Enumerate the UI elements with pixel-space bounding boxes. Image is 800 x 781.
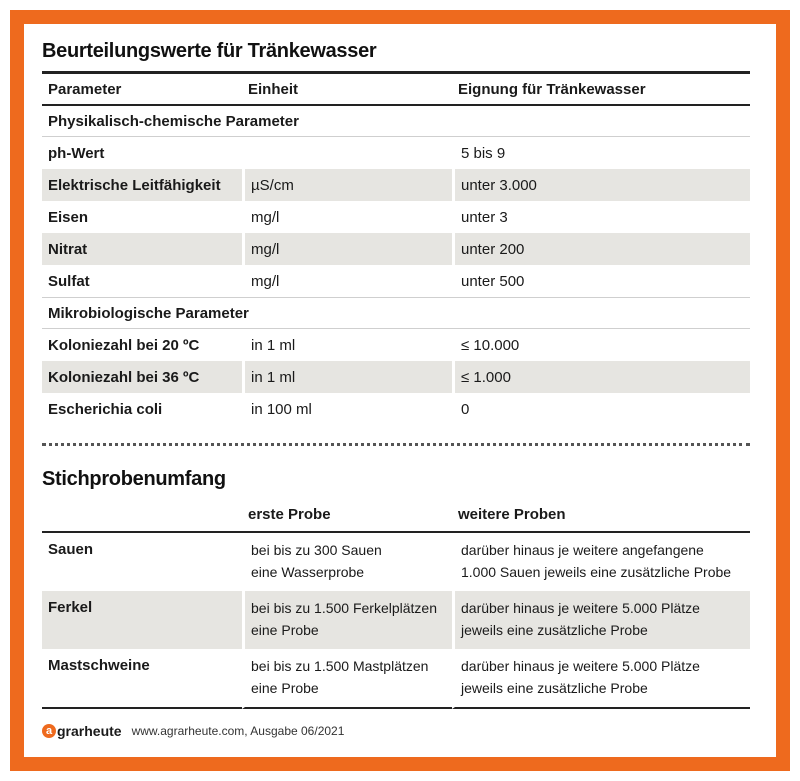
cell-line: bei bis zu 300 Sauen	[251, 542, 382, 558]
parameter-name: ph-Wert	[48, 144, 105, 162]
parameter-value: unter 3	[452, 201, 750, 233]
cell-line: 1.000 Sauen jeweils eine zusätzliche Probe	[461, 564, 732, 580]
parameter-value: unter 3.000	[452, 169, 750, 201]
header-empty	[42, 497, 242, 533]
animal-category: Mastschweine	[42, 649, 242, 709]
parameter-unit: in 1 ml	[242, 329, 452, 361]
parameter-name: Koloniezahl bei 20 ºC	[48, 336, 200, 354]
further-samples-cell	[452, 533, 750, 591]
cell-line: eine Probe	[251, 622, 319, 638]
table-row	[42, 265, 750, 297]
section-heading	[42, 297, 750, 329]
further-samples-cell	[452, 649, 750, 709]
footer	[42, 723, 750, 739]
section-physical-chemical: Physikalisch-chemische Parameter	[42, 106, 750, 137]
parameter-value: 5 bis 9	[452, 137, 750, 169]
table-header-row	[42, 497, 750, 533]
parameter-name: Eisen	[48, 208, 89, 226]
section-heading	[42, 106, 750, 137]
first-sample-cell	[242, 649, 452, 709]
header-first-sample: erste Probe	[242, 497, 452, 533]
cell-line: eine Wasserprobe	[251, 564, 365, 580]
parameter-unit: in 100 ml	[242, 393, 452, 425]
table-row	[42, 393, 750, 425]
first-sample-cell	[242, 591, 452, 649]
cell-line: bei bis zu 1.500 Ferkelplätzen	[251, 600, 437, 616]
cell-line: darüber hinaus je weitere 5.000 Plätze	[461, 658, 700, 674]
table-row	[42, 201, 750, 233]
section-microbiological: Mikrobiologische Parameter	[42, 297, 750, 329]
parameter-value: ≤ 10.000	[452, 329, 750, 361]
header-suitability: Eignung für Tränkewasser	[452, 74, 750, 106]
assessment-table	[42, 71, 750, 425]
agrarheute-logo	[42, 723, 122, 739]
table2-title: Stichprobenumfang	[42, 468, 226, 490]
cell-line: darüber hinaus je weitere 5.000 Plätze	[461, 600, 700, 616]
parameter-value: unter 500	[452, 265, 750, 297]
cell-line: jeweils eine zusätzliche Probe	[461, 622, 648, 638]
logo-letter: a	[42, 724, 56, 738]
animal-category: Sauen	[48, 541, 94, 558]
logo-text: grarheute	[57, 723, 122, 739]
parameter-name: Koloniezahl bei 36 ºC	[42, 361, 242, 393]
first-sample-cell	[242, 533, 452, 591]
parameter-name: Escherichia coli	[48, 400, 163, 418]
parameter-unit	[242, 137, 452, 169]
table-row	[42, 649, 750, 709]
table-row	[42, 137, 750, 169]
parameter-name: Sulfat	[48, 272, 90, 290]
header-further-samples: weitere Proben	[452, 497, 750, 533]
header-unit: Einheit	[242, 74, 452, 106]
parameter-value: ≤ 1.000	[452, 361, 750, 393]
cell-line: jeweils eine zusätzliche Probe	[461, 680, 648, 696]
table-row	[42, 329, 750, 361]
header-parameter: Parameter	[42, 74, 242, 106]
parameter-unit: mg/l	[242, 201, 452, 233]
cell-line: bei bis zu 1.500 Mastplätzen	[251, 658, 429, 674]
animal-category: Ferkel	[42, 591, 242, 649]
source-text: www.agrarheute.com, Ausgabe 06/2021	[131, 724, 345, 738]
table-row	[42, 233, 750, 265]
parameter-name: Elektrische Leitfähigkeit	[42, 169, 242, 201]
parameter-value: unter 200	[452, 233, 750, 265]
table-row	[42, 591, 750, 649]
cell-line: darüber hinaus je weitere angefangene	[461, 542, 704, 558]
cell-line: eine Probe	[251, 680, 319, 696]
table-row	[42, 361, 750, 393]
further-samples-cell	[452, 591, 750, 649]
parameter-unit: mg/l	[242, 265, 452, 297]
content	[42, 40, 750, 739]
parameter-unit: in 1 ml	[242, 361, 452, 393]
parameter-value: 0	[452, 393, 750, 425]
table-header-row	[42, 74, 750, 106]
parameter-unit: µS/cm	[242, 169, 452, 201]
parameter-unit: mg/l	[242, 233, 452, 265]
table1-title: Beurteilungswerte für Tränkewasser	[42, 40, 377, 62]
sampling-table	[42, 497, 750, 709]
parameter-name: Nitrat	[42, 233, 242, 265]
table-row	[42, 169, 750, 201]
dotted-divider	[42, 443, 750, 446]
table-row	[42, 533, 750, 591]
